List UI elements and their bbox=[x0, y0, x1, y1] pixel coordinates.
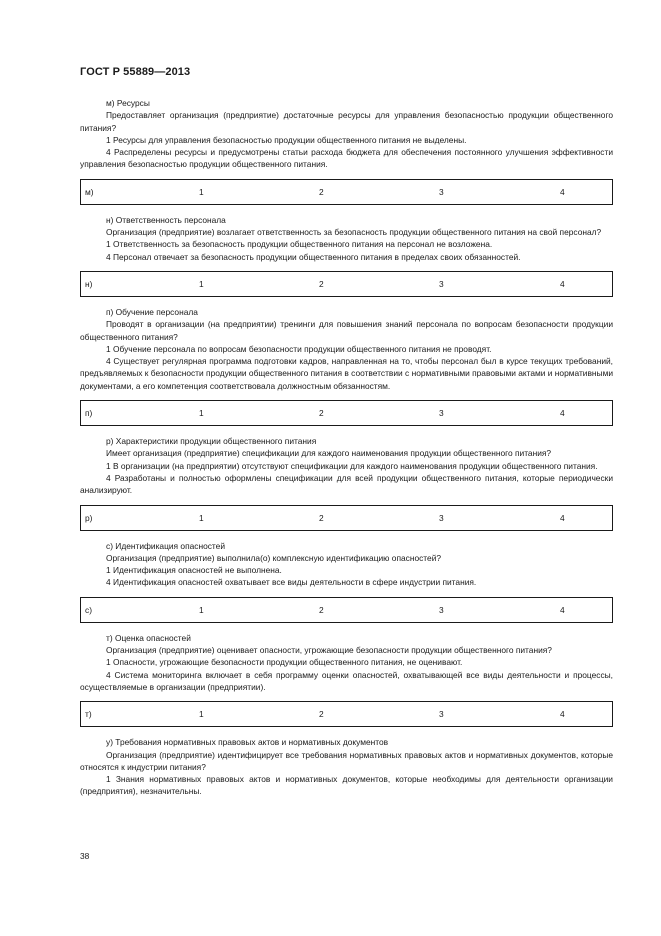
question-text: Предоставляет организация (предприятие) достаточные ресурсы для управления безопасностью продукции общественного питания? bbox=[80, 110, 613, 133]
question-text: Организация (предприятие) идентифицирует все требования нормативных правовых актов и нормативных документов, которые относятся к индустрии питания? bbox=[80, 749, 613, 772]
rating-option-4: 4 bbox=[560, 709, 565, 720]
section-title: с) Идентификация опасностей bbox=[106, 540, 226, 551]
rating-option-4: 4 bbox=[560, 408, 565, 419]
rating-option-1: 1 bbox=[199, 512, 204, 523]
criterion-1: 1 Знания нормативных правовых актов и нормативных документов, которые необходимы для деятельности организации (предприятия), незначительны. bbox=[80, 774, 613, 797]
criterion-4: 4 Существует регулярная программа подготовки кадров, направленная на то, чтобы персонал был в курсе текущих требований, предъявляемых к безопасности продукции общественного питания в соответствии с нормативными правовыми актами и нормативными документами, а его компетенция соответствовала должностным обязанностям. bbox=[80, 356, 614, 391]
criterion-1: 1 Ответственность за безопасность продукции общественного питания на персонал не возложена. bbox=[106, 239, 493, 250]
section-title: п) Обучение персонала bbox=[106, 306, 198, 317]
rating-option-4: 4 bbox=[560, 278, 565, 289]
section-title: р) Характеристики продукции общественного питания bbox=[106, 436, 317, 447]
criterion-1: 1 Идентификация опасностей не выполнена. bbox=[106, 565, 282, 576]
rating-option-4: 4 bbox=[560, 512, 565, 523]
section-n bbox=[80, 214, 613, 297]
section-title: т) Оценка опасностей bbox=[106, 632, 191, 643]
rating-row-m bbox=[80, 179, 613, 205]
rating-option-3: 3 bbox=[439, 512, 444, 523]
rating-option-3: 3 bbox=[439, 278, 444, 289]
rating-option-4: 4 bbox=[560, 604, 565, 615]
criterion-4: 4 Система мониторинга включает в себя программу оценки опасностей, охватывающей все виды деятельности и процессы, осуществляемые в организации (предприятии). bbox=[80, 669, 613, 692]
section-p bbox=[80, 306, 613, 426]
rating-option-3: 3 bbox=[439, 604, 444, 615]
criterion-4: 4 Разработаны и полностью оформлены спецификации для всей продукции общественного питания, которые периодически анализируют. bbox=[80, 472, 613, 496]
rating-option-1: 1 bbox=[199, 278, 204, 289]
rating-option-2: 2 bbox=[319, 186, 324, 197]
rating-label: т) bbox=[85, 709, 92, 720]
rating-row-t bbox=[80, 701, 613, 727]
rating-option-3: 3 bbox=[439, 709, 444, 720]
rating-option-2: 2 bbox=[319, 278, 324, 289]
page-number: 38 bbox=[80, 851, 90, 861]
rating-option-1: 1 bbox=[199, 408, 204, 419]
rating-label: р) bbox=[85, 512, 93, 523]
criterion-1: 1 Опасности, угрожающие безопасности продукции общественного питания, не оценивают. bbox=[106, 657, 463, 668]
question-text: Проводят в организации (на предприятии) тренинги для повышения знаний персонала по вопросам безопасности продукции общественного питания? bbox=[80, 319, 613, 342]
question-text: Организация (предприятие) выполнила(о) комплексную идентификацию опасностей? bbox=[106, 552, 442, 563]
criterion-1: 1 В организации (на предприятии) отсутствуют спецификации для каждого наименования продукции общественного питания. bbox=[106, 460, 598, 471]
rating-option-2: 2 bbox=[319, 604, 324, 615]
rating-option-1: 1 bbox=[199, 709, 204, 720]
section-t bbox=[80, 632, 613, 727]
section-r bbox=[80, 435, 613, 530]
rating-option-2: 2 bbox=[319, 709, 324, 720]
section-title: н) Ответственность персонала bbox=[106, 214, 226, 225]
rating-row-r bbox=[80, 505, 613, 531]
question-text: Имеет организация (предприятие) спецификации для каждого наименования продукции общественного питания? bbox=[106, 448, 552, 459]
document-header: ГОСТ Р 55889—2013 bbox=[80, 66, 191, 78]
rating-option-2: 2 bbox=[319, 512, 324, 523]
rating-option-1: 1 bbox=[199, 604, 204, 615]
rating-row-n bbox=[80, 271, 613, 297]
rating-option-3: 3 bbox=[439, 408, 444, 419]
section-title: у) Требования нормативных правовых актов и нормативных документов bbox=[106, 737, 389, 748]
rating-option-2: 2 bbox=[319, 408, 324, 419]
criterion-1: 1 Ресурсы для управления безопасностью продукции общественного питания не выделены. bbox=[106, 134, 467, 145]
section-u bbox=[80, 736, 613, 797]
criterion-4: 4 Персонал отвечает за безопасность продукции общественного питания в пределах своих обязанностей. bbox=[106, 251, 521, 262]
criterion-4: 4 Идентификация опасностей охватывает все виды деятельности в сфере индустрии питания. bbox=[106, 577, 477, 588]
section-title: м) Ресурсы bbox=[106, 98, 150, 108]
rating-row-s bbox=[80, 597, 613, 623]
rating-label: с) bbox=[85, 604, 92, 615]
rating-label: н) bbox=[85, 278, 93, 289]
section-s bbox=[80, 540, 613, 623]
question-text: Организация (предприятие) возлагает ответственность за безопасность продукции общественного питания на свой персонал? bbox=[106, 227, 602, 238]
criterion-1: 1 Обучение персонала по вопросам безопасности продукции общественного питания не проводят. bbox=[106, 343, 492, 354]
criterion-4: 4 Распределены ресурсы и предусмотрены статьи расхода бюджета для обеспечения постоянного улучшения эффективности управления безопасностью продукции общественного питания. bbox=[80, 147, 613, 170]
rating-label: п) bbox=[85, 408, 93, 419]
rating-option-3: 3 bbox=[439, 186, 444, 197]
rating-row-p bbox=[80, 400, 613, 426]
page-content bbox=[80, 97, 613, 798]
rating-option-4: 4 bbox=[560, 186, 565, 197]
rating-label: м) bbox=[85, 186, 94, 197]
rating-option-1: 1 bbox=[199, 186, 204, 197]
question-text: Организация (предприятие) оценивает опасности, угрожающие безопасности продукции общественного питания? bbox=[106, 645, 552, 656]
section-m bbox=[80, 97, 613, 205]
